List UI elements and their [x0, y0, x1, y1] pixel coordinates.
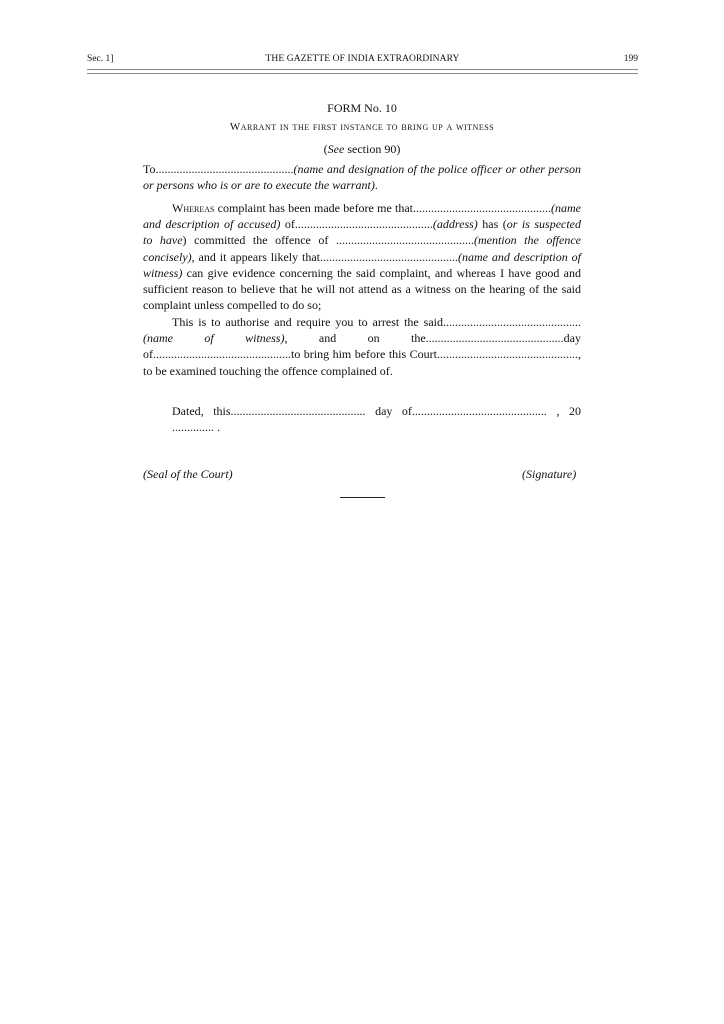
section-reference	[0, 142, 724, 157]
header-rule	[87, 69, 638, 74]
end-rule	[340, 497, 385, 498]
whereas-text-4: ) committed the offence of ..............................................	[182, 233, 474, 248]
form-title: FORM No. 10	[327, 101, 397, 115]
dated-line: Dated, this............................................. day of............................................. , 20 .............. .	[172, 404, 581, 435]
section-reference-see: See	[327, 142, 345, 156]
gazette-header	[87, 54, 638, 68]
authorisation-paragraph	[143, 314, 581, 379]
authorisation-text-1: This is to authorise and require you to arrest the said..............................................	[172, 315, 581, 329]
whereas-text-2: of..............................................	[280, 217, 433, 232]
whereas-witness-note: (name and description of witness)	[143, 249, 581, 280]
whereas-offence-note: (mention the offence concisely)	[143, 233, 581, 264]
authorisation-text-2: , and on the..............................................day of..............................................to bring him before this Court..............................................., to be examined touching the offence complained of.	[143, 331, 581, 378]
section-reference-rest: section 90)	[344, 142, 401, 156]
authorisation-witness-note: (name of witness)	[143, 331, 285, 346]
form-subtitle: Warrant in the first instance to bring up a witness	[229, 121, 495, 133]
whereas-text-5: , and it appears likely that..............................................	[191, 249, 459, 264]
addressee-end: .	[374, 178, 378, 193]
whereas-paragraph	[143, 200, 581, 313]
section-reference-open: (	[323, 142, 328, 156]
header-title: THE GAZETTE OF INDIA EXTRAORDINARY	[265, 54, 460, 64]
addressee-description: (name and designation of the police officer or other person or persons who is or are to execute the warrant)	[143, 162, 581, 193]
whereas-text-1: complaint has been made before me that..............................................	[214, 201, 551, 215]
whereas-text-3: has (	[477, 217, 507, 232]
whereas-text-6: can give evidence concerning the said complaint, and whereas I have good and sufficient reason to believe that he will not attend as a witness on the hearing of the said complaint unless compelled to do so;	[143, 265, 581, 313]
addressee-paragraph	[143, 161, 581, 193]
seal-label: (Seal of the Court)	[143, 467, 233, 481]
whereas-suspected-note: or is suspected to have	[143, 217, 582, 248]
signature-label: (Signature)	[522, 467, 577, 481]
whereas-accused-note: (name and description of accused)	[143, 201, 581, 232]
addressee-lead: To..............................................	[143, 162, 294, 176]
whereas-word: Whereas	[172, 201, 215, 215]
header-section: Sec. 1]	[87, 54, 114, 64]
page-number: 199	[623, 54, 638, 64]
whereas-address-note: (address)	[432, 217, 478, 232]
